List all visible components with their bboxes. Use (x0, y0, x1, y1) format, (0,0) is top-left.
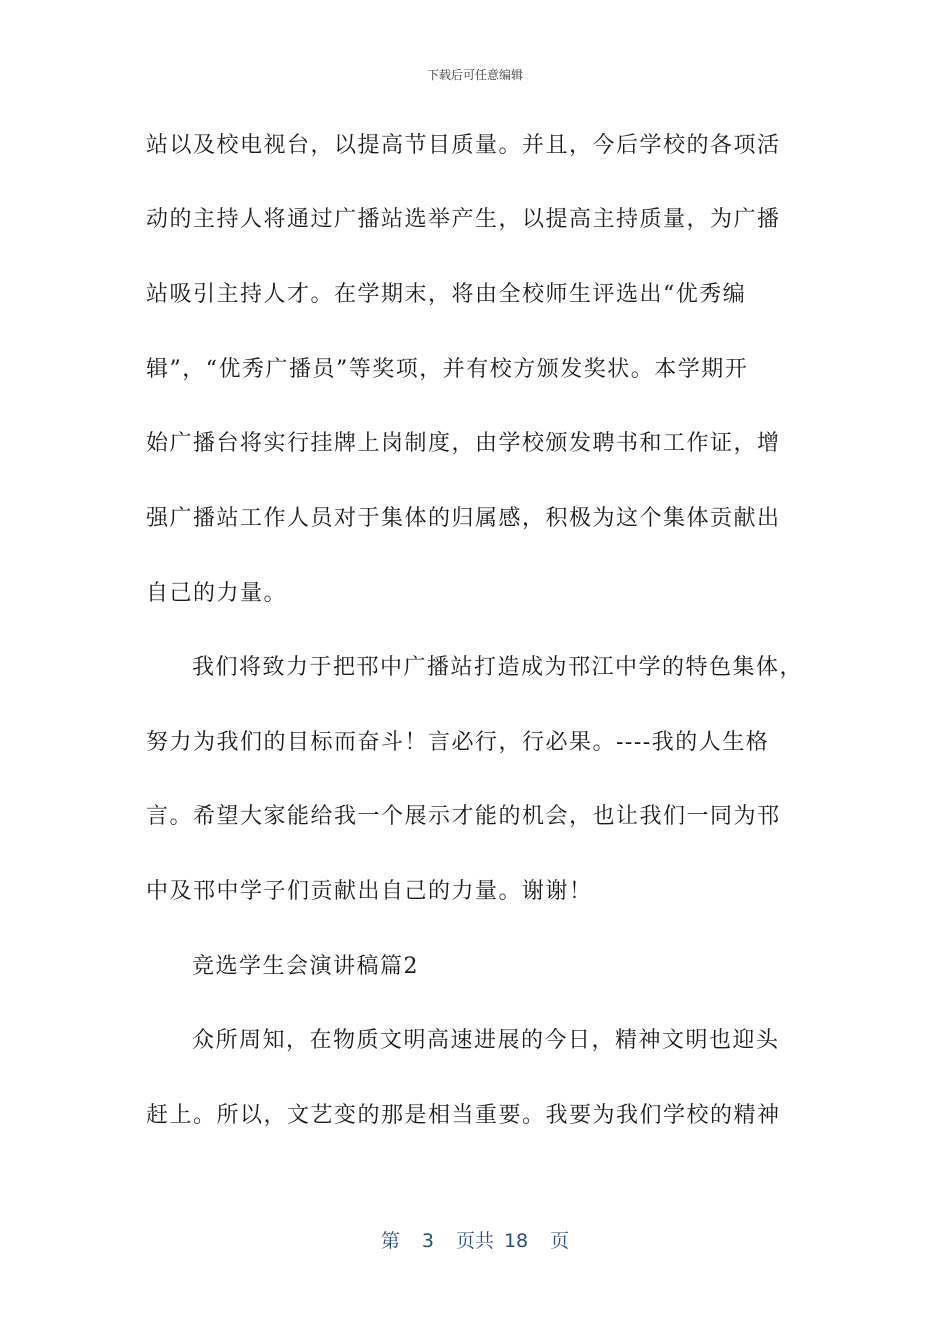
section-heading: 竞选学生会演讲稿篇2 (192, 954, 419, 979)
body-line-8: 我们将致力于把邗中广播站打造成为邗江中学的特色集体， (192, 655, 804, 680)
body-line-5: 始广播台将实行挂牌上岗制度，由学校颁发聘书和工作证，增 (146, 431, 781, 456)
body-line-13: 众所周知，在物质文明高速进展的今日，精神文明也迎头 (192, 1028, 780, 1053)
footer-total-pages: 18 (503, 1230, 529, 1252)
page-footer (0, 1226, 950, 1253)
body-line-3: 站吸引主持人才。在学期末，将由全校师生评选出“优秀编 (146, 282, 747, 307)
body-line-1: 站以及校电视台，以提高节目质量。并且，今后学校的各项活 (146, 133, 781, 158)
footer-label-yegong: 页共 (455, 1230, 494, 1252)
footer-label-ye: 页 (550, 1230, 570, 1252)
body-line-2: 动的主持人将通过广播站选举产生，以提高主持质量，为广播 (146, 207, 781, 232)
body-line-4: 辑”，“优秀广播员”等奖项，并有校方颁发奖状。本学期开 (146, 357, 749, 382)
body-line-7: 自己的力量。 (146, 581, 288, 606)
footer-label-di: 第 (380, 1230, 400, 1252)
body-line-6: 强广播站工作人员对于集体的归属感，积极为这个集体贡献出 (146, 506, 781, 531)
footer-current-page: 3 (421, 1230, 434, 1252)
body-line-9: 努力为我们的目标而奋斗！言必行，行必果。----我的人生格 (146, 730, 770, 755)
body-line-14: 赶上。所以，文艺变的那是相当重要。我要为我们学校的精神 (146, 1103, 781, 1128)
body-line-10: 言。希望大家能给我一个展示才能的机会，也让我们一同为邗 (146, 804, 781, 829)
header-note: 下载后可任意编辑 (426, 68, 523, 82)
body-line-11: 中及邗中学子们贡献出自己的力量。谢谢！ (146, 879, 593, 904)
